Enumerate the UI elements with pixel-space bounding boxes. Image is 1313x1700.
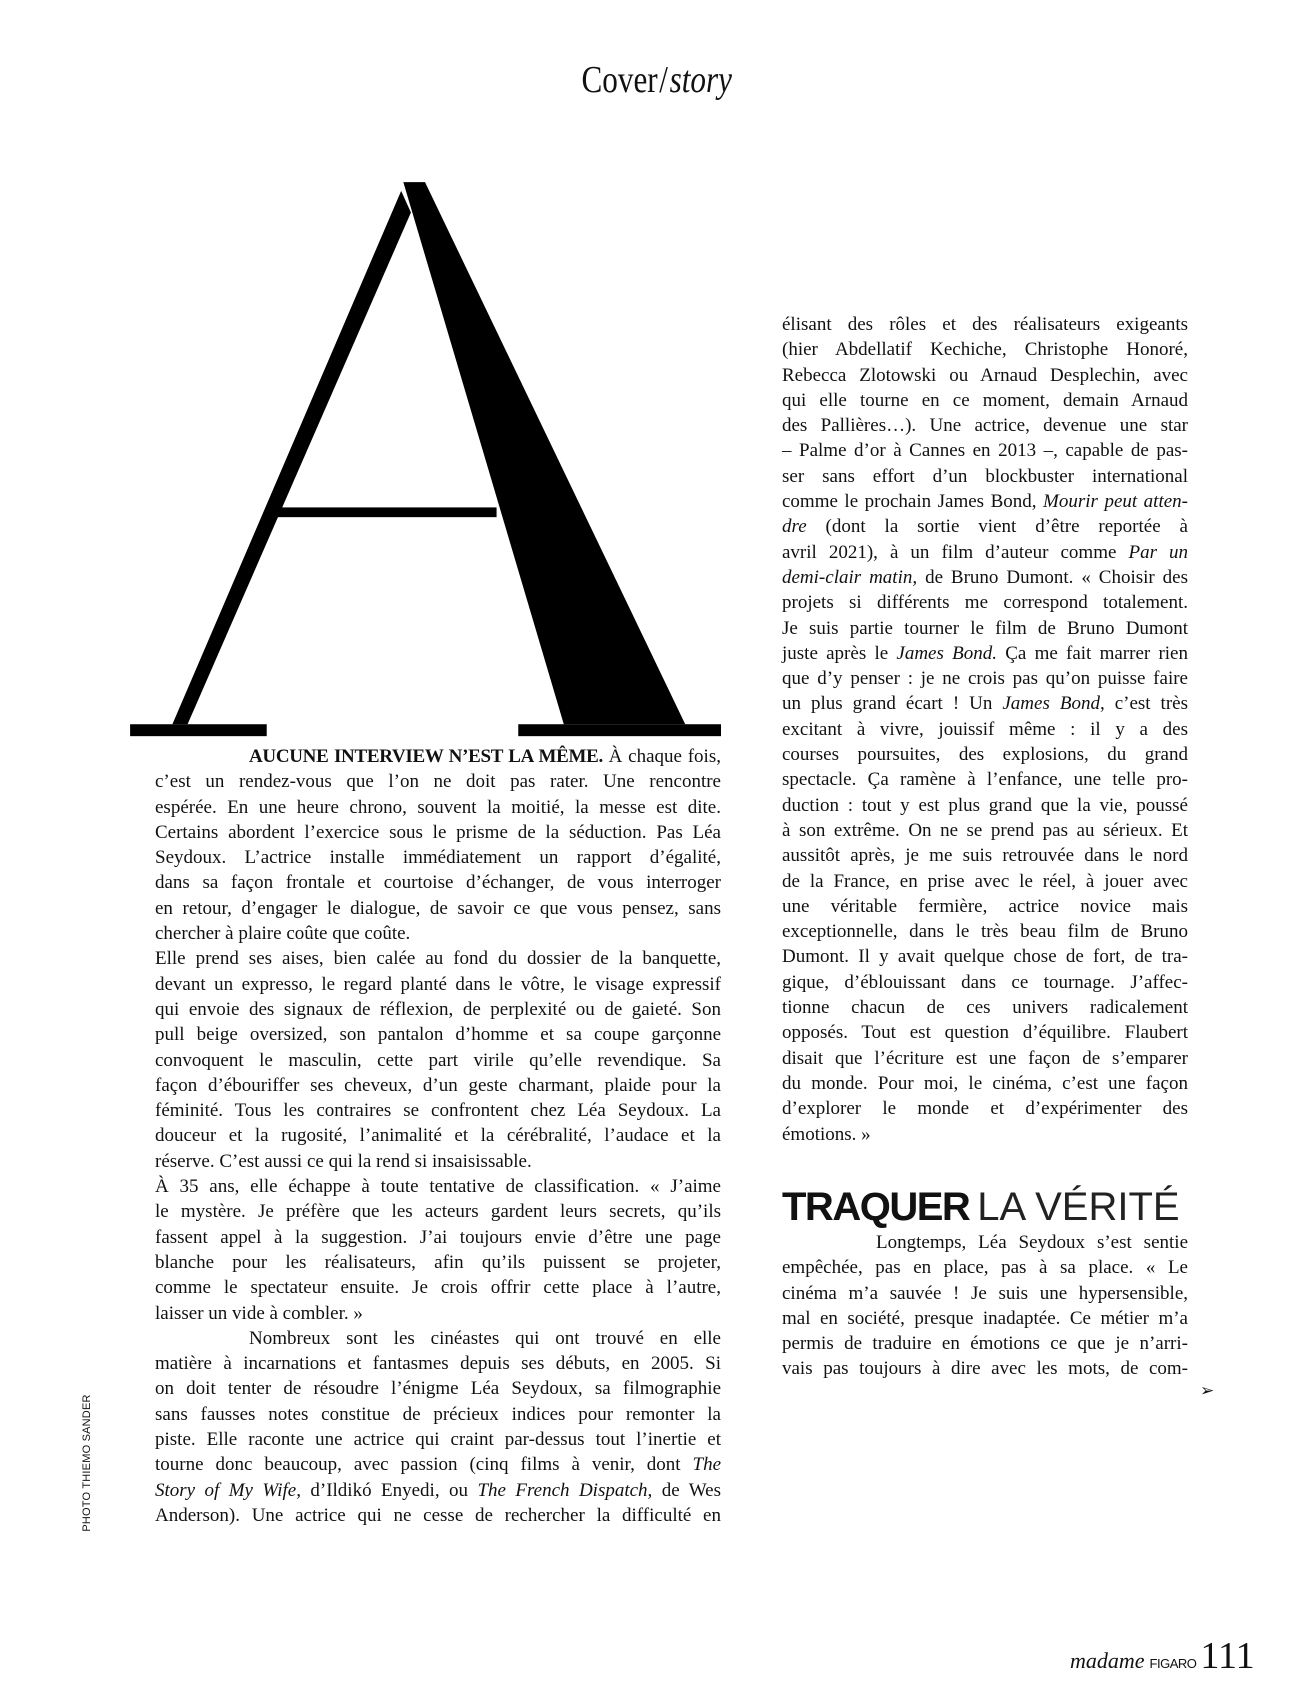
text-line	[155, 972, 721, 997]
italic-title: James Bond	[1002, 693, 1100, 715]
text-line	[782, 312, 1188, 337]
text-line	[155, 1326, 721, 1351]
italic-title: The	[692, 1454, 721, 1476]
text-run: qui envoie des signaux de réflexion, de perplexité ou de gaieté. Son	[155, 998, 721, 1020]
text-run: blanche pour les réalisateurs, afin qu’ils puissent se projeter,	[155, 1251, 721, 1273]
text-line	[782, 1096, 1188, 1121]
text-line	[782, 489, 1188, 514]
text-run: duction : tout y est plus grand que la vie, poussé	[782, 794, 1188, 816]
body-column-left	[155, 744, 721, 1528]
text-run: d’Ildikó Enyedi, ou	[300, 1479, 478, 1501]
text-line	[782, 869, 1188, 894]
text-run: tionne chacun de ces univers radicalement	[782, 997, 1188, 1019]
text-line	[782, 1230, 1188, 1255]
text-line	[782, 767, 1188, 792]
text-run: fassent appel à la suggestion. J’ai toujours envie d’être une page	[155, 1226, 721, 1248]
text-run: de Bruno Dumont. « Choisir des	[917, 566, 1188, 588]
text-line	[155, 1301, 721, 1326]
text-run: élisant des rôles et des réalisateurs exigeants	[782, 314, 1188, 335]
text-line	[782, 1122, 1188, 1147]
text-line	[782, 590, 1188, 615]
text-run: sans fausses notes constitue de précieux indices pour remonter la	[155, 1403, 721, 1425]
text-line	[155, 946, 721, 971]
text-run: aussitôt après, je me suis retrouvée dans le nord	[782, 845, 1188, 867]
brand-figaro: FIGARO	[1149, 1656, 1197, 1671]
text-run: excitant à vivre, jouissif même : il y a des	[782, 718, 1188, 740]
text-line	[155, 1478, 721, 1503]
text-line	[782, 565, 1188, 590]
text-line	[782, 540, 1188, 565]
text-line	[155, 1351, 721, 1376]
text-line	[782, 717, 1188, 742]
text-run: gique, d’éblouissant dans ce tournage. J’affec-	[782, 971, 1188, 993]
text-run: Dumont. Il y avait quelque chose de fort, de tra-	[782, 946, 1188, 968]
text-line	[155, 1098, 721, 1123]
text-line	[782, 363, 1188, 388]
italic-title: The French Dispatch,	[477, 1479, 653, 1501]
text-run: Rebecca Zlotowski ou Arnaud Desplechin, avec	[782, 364, 1188, 386]
brand-madame: madame	[1070, 1648, 1145, 1673]
text-line	[782, 1281, 1188, 1306]
text-line	[155, 1123, 721, 1148]
text-line	[155, 896, 721, 921]
text-line	[782, 337, 1188, 362]
text-run: dans sa façon frontale et courtoise d’échanger, de vous interroger	[155, 872, 721, 894]
text-line	[782, 818, 1188, 843]
text-line	[155, 1427, 721, 1452]
text-run: Elle prend ses aises, bien calée au fond du dossier de la banquette,	[155, 948, 721, 970]
text-run: à son extrême. On ne se prend pas au sérieux. Et	[782, 819, 1188, 841]
text-line	[155, 1149, 721, 1174]
text-run: que d’y penser : je ne crois pas qu’on puisse faire	[782, 668, 1188, 690]
lead-in-bold: AUCUNE INTERVIEW N’EST LA MÊME.	[249, 746, 603, 767]
text-run: comme le spectateur ensuite. Je crois offrir cette place à l’autre,	[155, 1277, 721, 1299]
text-run: matière à incarnations et fantasmes depuis ses débuts, en 2005. Si	[155, 1353, 721, 1375]
text-run: c’est un rendez-vous que l’on ne doit pas rater. Une rencontre	[155, 771, 721, 793]
italic-title: demi-clair matin,	[782, 566, 918, 588]
subheading	[782, 1186, 1180, 1228]
text-line	[155, 820, 721, 845]
text-run: Nombreux sont les cinéastes qui ont trouvé en elle	[249, 1327, 721, 1349]
text-run: on doit tenter de résoudre l’énigme Léa Seydoux, sa filmographie	[155, 1378, 721, 1400]
text-run: laisser un vide à combler. »	[155, 1302, 363, 1324]
text-run: – Palme d’or à Cannes en 2013 –, capable de pas-	[782, 440, 1188, 462]
text-run: espérée. En une heure chrono, souvent la moitié, la messe est dite.	[155, 796, 721, 818]
text-run: (dont la sortie vient d’être reportée à	[806, 516, 1188, 538]
text-line	[782, 970, 1188, 995]
text-line	[782, 1020, 1188, 1045]
text-run: chercher à plaire coûte que coûte.	[155, 923, 411, 945]
drop-cap-thin-stroke	[172, 191, 411, 724]
body-column-right-continued	[782, 1230, 1188, 1382]
text-run: douceur et la rugosité, l’animalité et la cérébralité, l’audace et la	[155, 1125, 721, 1147]
text-run: de la France, en prise avec le réel, à jouer avec	[782, 870, 1188, 892]
text-run: Certains abordent l’exercice sous le prisme de la séduction. Pas Léa	[155, 821, 721, 843]
text-line	[155, 1225, 721, 1250]
text-run: pull beige oversized, son pantalon d’homme et sa coupe garçonne	[155, 1024, 721, 1046]
text-run: exceptionnelle, dans le très beau film de Bruno	[782, 921, 1188, 943]
text-run: spectacle. Ça ramène à l’enfance, une telle pro-	[782, 769, 1188, 791]
text-run: juste après le	[782, 642, 897, 664]
text-run: (hier Abdellatif Kechiche, Christophe Honoré,	[782, 339, 1188, 361]
italic-title: James Bond.	[896, 642, 997, 664]
text-line	[782, 438, 1188, 463]
kicker-main: Cover	[581, 59, 658, 101]
text-run: des Pallières…). Une actrice, devenue une star	[782, 415, 1188, 437]
kicker-italic: story	[669, 59, 732, 101]
text-run: une véritable fermière, actrice novice mais	[782, 895, 1188, 917]
text-run: d’explorer le monde et d’expérimenter des	[782, 1098, 1188, 1120]
page-number: 111	[1200, 1635, 1255, 1677]
text-line	[155, 1250, 721, 1275]
text-run: Seydoux. L’actrice installe immédiatement un rapport d’égalité,	[155, 847, 721, 869]
text-line	[155, 1022, 721, 1047]
text-run: émotions. »	[782, 1123, 871, 1145]
text-line	[155, 1199, 721, 1224]
text-run: À 35 ans, elle échappe à toute tentative de classification. « J’aime	[155, 1176, 721, 1198]
text-run: Ça me fait marrer rien	[996, 642, 1188, 664]
drop-cap-crossbar	[269, 507, 497, 517]
text-run: permis de traduire en émotions ce que je n’arri-	[782, 1333, 1188, 1355]
text-line	[155, 845, 721, 870]
text-run: en retour, d’engager le dialogue, de savoir ce que vous pensez, sans	[155, 897, 721, 919]
text-line	[782, 793, 1188, 818]
text-run: façon d’ébouriffer ses cheveux, d’un geste charmant, plaide pour la	[155, 1074, 721, 1096]
text-line	[782, 919, 1188, 944]
subheading-bold: TRAQUER	[782, 1185, 970, 1229]
text-run: cinéma m’a sauvée ! Je suis une hypersensible,	[782, 1282, 1188, 1304]
text-line	[782, 641, 1188, 666]
text-run: Anderson). Une actrice qui ne cesse de rechercher la difficulté en	[155, 1504, 721, 1526]
text-line	[155, 744, 721, 769]
text-run: projets si différents me correspond totalement.	[782, 592, 1188, 614]
text-run: disait que l’écriture est une façon de s’emparer	[782, 1047, 1188, 1069]
text-line	[782, 1071, 1188, 1096]
text-run: Je suis partie tourner le film de Bruno Dumont	[782, 617, 1188, 639]
text-run: le mystère. Je préfère que les acteurs gardent leurs secrets, qu’ils	[155, 1201, 721, 1223]
text-run: qui elle tourne en ce moment, demain Arnaud	[782, 389, 1188, 411]
photo-credit: PHOTO THIEMO SANDER	[81, 1394, 93, 1532]
text-line	[155, 1275, 721, 1300]
italic-title: Par un	[1128, 541, 1189, 563]
drop-cap-right-serif	[518, 724, 721, 736]
text-run: avril 2021), à un film d’auteur comme	[782, 541, 1129, 563]
text-line	[782, 1356, 1188, 1381]
text-line	[782, 1255, 1188, 1280]
text-line	[782, 514, 1188, 539]
text-run: À chaque fois,	[602, 746, 721, 767]
text-line	[155, 870, 721, 895]
text-line	[155, 1503, 721, 1528]
text-line	[782, 388, 1188, 413]
text-run: empêchée, pas en place, pas à sa place. « Le	[782, 1257, 1188, 1279]
text-line	[155, 769, 721, 794]
text-run: opposés. Tout est question d’équilibre. Flaubert	[782, 1022, 1188, 1044]
text-run: ser sans effort d’un blockbuster international	[782, 465, 1188, 487]
text-run: comme le prochain James Bond,	[782, 491, 1044, 513]
text-run: piste. Elle raconte une actrice qui craint par-dessus tout l’inertie et	[155, 1429, 721, 1451]
text-run: mal en société, presque inadaptée. Ce métier m’a	[782, 1307, 1188, 1329]
text-line	[155, 1073, 721, 1098]
text-line	[155, 1174, 721, 1199]
text-run: vais pas toujours à dire avec les mots, de com-	[782, 1358, 1188, 1380]
italic-title: Mourir peut atten-	[1043, 491, 1188, 513]
subheading-light: LA VÉRITÉ	[977, 1185, 1180, 1229]
text-line	[782, 894, 1188, 919]
text-line	[155, 1376, 721, 1401]
text-line	[155, 1402, 721, 1427]
text-line	[155, 1452, 721, 1477]
text-run: devant un expresso, le regard planté dans le vôtre, le visage expressif	[155, 973, 721, 995]
text-run: Longtemps, Léa Seydoux s’est sentie	[876, 1232, 1188, 1253]
continue-arrow-icon: ➢	[1200, 1381, 1215, 1401]
text-run: un plus grand écart ! Un	[782, 693, 1003, 715]
text-line	[155, 795, 721, 820]
text-line	[782, 464, 1188, 489]
text-run: convoquent le masculin, cette part virile qu’elle revendique. Sa	[155, 1049, 721, 1071]
text-line	[155, 921, 721, 946]
body-column-right	[782, 312, 1188, 1147]
text-line	[782, 944, 1188, 969]
text-line	[782, 413, 1188, 438]
text-line	[782, 995, 1188, 1020]
text-run: du monde. Pour moi, le cinéma, c’est une façon	[782, 1072, 1188, 1094]
text-line	[782, 691, 1188, 716]
text-run: réserve. C’est aussi ce qui la rend si insaisissable.	[155, 1150, 532, 1172]
text-line	[782, 1331, 1188, 1356]
text-line	[155, 997, 721, 1022]
text-run: tourne donc beaucoup, avec passion (cinq films à venir, dont	[155, 1454, 693, 1476]
text-line	[782, 843, 1188, 868]
text-line	[782, 742, 1188, 767]
text-run: , c’est très	[1099, 693, 1188, 715]
italic-title: Story of My Wife,	[155, 1479, 301, 1501]
text-run: courses poursuites, des explosions, du grand	[782, 744, 1188, 766]
drop-cap-thick-stroke	[403, 182, 685, 724]
text-line	[155, 1048, 721, 1073]
page-footer	[1070, 1634, 1255, 1678]
text-line	[782, 1046, 1188, 1071]
text-line	[782, 616, 1188, 641]
kicker-slash: /	[659, 59, 668, 101]
drop-cap-left-serif	[130, 724, 267, 736]
italic-title: dre	[782, 516, 807, 538]
text-line	[782, 666, 1188, 691]
text-run: féminité. Tous les contraires se confrontent chez Léa Seydoux. La	[155, 1100, 721, 1122]
text-run: de Wes	[652, 1479, 721, 1501]
text-line	[782, 1306, 1188, 1331]
